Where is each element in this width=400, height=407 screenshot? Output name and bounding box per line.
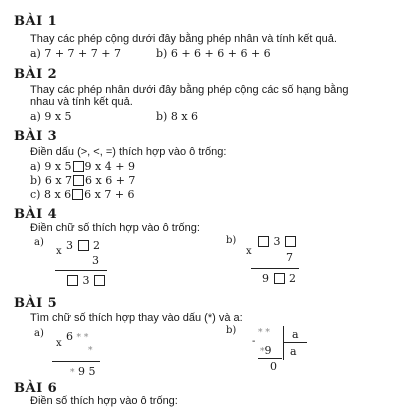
bai2-item-b: b) 8 x 6	[156, 110, 199, 123]
bai4b-result	[262, 272, 296, 285]
bai5b-divisor: a	[292, 328, 299, 341]
bai5b-subtrahend	[260, 344, 272, 357]
bai4a-rule	[55, 270, 107, 271]
bai5a-rule	[52, 361, 100, 362]
bai4a-result-digit: 3	[82, 274, 90, 287]
bai2-item-a: a) 9 x 5	[30, 110, 72, 123]
bai4a-result	[66, 274, 106, 287]
bai5a-result-digits: 9 5	[78, 365, 96, 378]
bai5a-result	[70, 365, 96, 378]
bai2-instruction-line2: nhau và tính kết quả.	[30, 96, 133, 108]
bai4b-result-digit1: 9	[262, 272, 269, 285]
bai3-instruction: Điền dấu (>, <, =) thích hợp vào ô trống:	[30, 146, 227, 158]
bai5b-sub-star: *	[260, 347, 265, 357]
bai5b-label: b)	[226, 325, 237, 336]
bai5b-sub-rule	[258, 358, 282, 359]
bai4b-top-number	[257, 235, 297, 248]
bai4b-rule	[251, 268, 299, 269]
bai6-instruction: Điền số thích hợp vào ô trống:	[30, 395, 178, 407]
bai4b-multiplier: 7	[286, 251, 293, 264]
bai5a-operator: x	[56, 338, 62, 349]
bai4b-operator: x	[246, 246, 252, 257]
answer-box[interactable]	[258, 236, 269, 247]
section-title-bai1: BÀI 1	[14, 14, 58, 29]
bai5a-label: a)	[34, 328, 44, 339]
answer-box[interactable]	[274, 273, 285, 284]
bai3-row-a	[30, 160, 135, 173]
bai4a-top-digit: 3	[66, 239, 73, 252]
bai1-item-a: a) 7 + 7 + 7 + 7	[30, 47, 121, 60]
bai5b-minus: -	[252, 336, 256, 347]
bai5b-quotient: a	[290, 345, 297, 358]
section-title-bai2: BÀI 2	[14, 67, 58, 82]
section-title-bai5: BÀI 5	[14, 296, 58, 311]
bai5a-top-stars: * *	[76, 333, 89, 343]
bai3-row-c-left: c) 8 x 6	[30, 188, 72, 201]
bai4a-label: a)	[34, 237, 44, 248]
bai3-row-b-left: b) 6 x 7	[30, 174, 73, 187]
bai5b-division-bar	[283, 326, 284, 360]
bai4-instruction: Điền chữ số thích hợp vào ô trống:	[30, 222, 200, 234]
bai1-item-b: b) 6 + 6 + 6 + 6 + 6	[156, 47, 271, 60]
bai5b-sub-digit: 9	[264, 344, 272, 357]
answer-box[interactable]	[78, 240, 89, 251]
bai4b-result-digit2: 2	[289, 272, 296, 285]
bai4a-operator: x	[56, 246, 62, 257]
bai5-instruction: Tìm chữ số thích hợp thay vào dấu (*) và a:	[30, 312, 243, 324]
bai3-row-a-left: a) 9 x 5	[30, 160, 72, 173]
bai3-row-b-right: 6 x 6 + 7	[85, 174, 136, 187]
bai5a-multiplier: *	[88, 346, 93, 356]
bai4a-top-number	[66, 239, 100, 252]
bai4a-top-digit2: 2	[93, 239, 100, 252]
bai4b-top-digit: 3	[273, 235, 281, 248]
bai4a-multiplier: 3	[92, 254, 99, 267]
bai5b-remainder: 0	[270, 360, 277, 373]
answer-box[interactable]	[72, 189, 83, 200]
bai5b-divisor-rule	[283, 342, 307, 343]
bai5a-result-star: *	[70, 368, 75, 378]
answer-box[interactable]	[94, 275, 105, 286]
section-title-bai4: BÀI 4	[14, 207, 58, 222]
answer-box[interactable]	[73, 161, 84, 172]
answer-box[interactable]	[285, 236, 296, 247]
bai3-row-c-right: 6 x 7 + 6	[84, 188, 135, 201]
section-title-bai6: BÀI 6	[14, 381, 58, 396]
bai5a-top	[66, 330, 88, 343]
bai3-row-a-right: 9 x 4 + 9	[84, 160, 135, 173]
bai5a-top-digit: 6	[66, 330, 73, 343]
bai3-row-b	[30, 174, 135, 187]
bai4b-label: b)	[226, 235, 237, 246]
answer-box[interactable]	[73, 175, 84, 186]
section-title-bai3: BÀI 3	[14, 129, 58, 144]
bai3-row-c	[30, 188, 135, 201]
bai5b-dividend: * *	[258, 328, 270, 338]
answer-box[interactable]	[67, 275, 78, 286]
bai1-instruction: Thay các phép cộng dưới đây bằng phép nhân và tính kết quả.	[30, 33, 337, 45]
bai2-instruction-line1: Thay các phép nhân dưới đây bằng phép cộng các số hạng bằng	[30, 84, 349, 96]
